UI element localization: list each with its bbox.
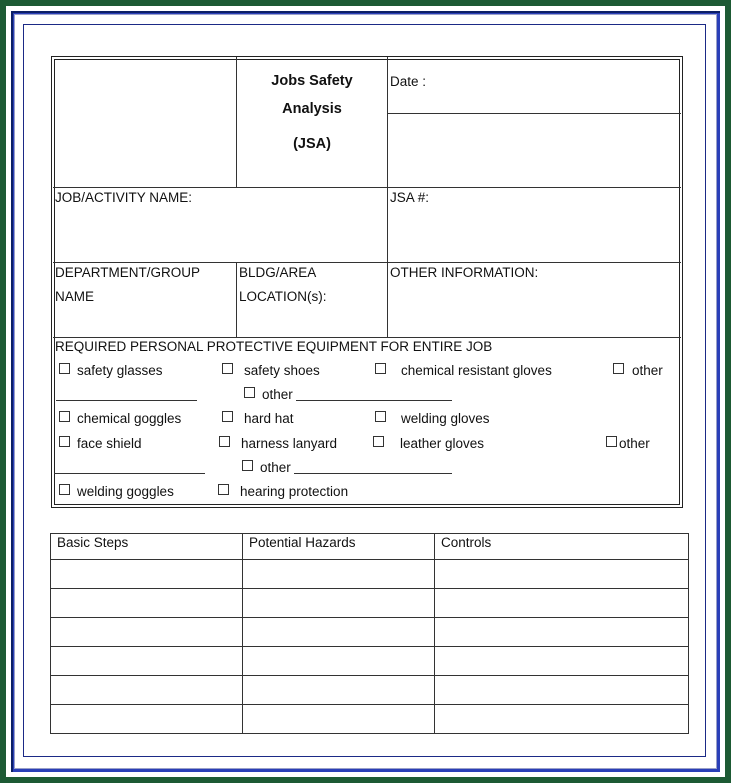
table-cell[interactable]	[243, 647, 435, 676]
form-title-line3: (JSA)	[293, 136, 331, 152]
harness-lanyard-checkbox[interactable]	[219, 436, 230, 447]
table-cell[interactable]	[435, 647, 689, 676]
table-cell[interactable]	[51, 618, 243, 647]
other-information-label: OTHER INFORMATION:	[390, 265, 539, 280]
other-label-3: other	[619, 436, 650, 451]
chemical-resistant-gloves-checkbox[interactable]	[375, 363, 386, 374]
welding-gloves-checkbox[interactable]	[375, 411, 386, 422]
bldg-label-1: BLDG/AREA	[239, 265, 317, 280]
table-row	[51, 618, 689, 647]
department-label-2: NAME	[55, 289, 95, 304]
other-underline-4[interactable]	[294, 473, 452, 474]
jsa-number-label: JSA #:	[390, 190, 430, 205]
other-checkbox-3[interactable]	[606, 436, 617, 447]
table-cell[interactable]	[51, 589, 243, 618]
bldg-label-2: LOCATION(s):	[239, 289, 327, 304]
harness-lanyard-label: harness lanyard	[241, 436, 338, 451]
table-cell[interactable]	[435, 560, 689, 589]
table-cell[interactable]	[435, 676, 689, 705]
other-checkbox-1[interactable]	[613, 363, 624, 374]
table-cell[interactable]	[243, 705, 435, 734]
steps-table	[50, 533, 689, 734]
column-header-controls: Controls	[435, 534, 689, 560]
other-underline-left-1	[56, 400, 197, 401]
table-cell[interactable]	[243, 589, 435, 618]
face-shield-label: face shield	[77, 436, 142, 451]
divider-job-bottom	[53, 262, 681, 263]
chemical-goggles-label: chemical goggles	[77, 411, 182, 426]
table-row	[51, 560, 689, 589]
welding-goggles-label: welding goggles	[77, 484, 174, 499]
other-label-2: other	[262, 387, 293, 402]
hearing-protection-label: hearing protection	[240, 484, 349, 499]
ppe-heading: REQUIRED PERSONAL PROTECTIVE EQUIPMENT FOR ENTIRE JOB	[55, 339, 493, 354]
hard-hat-checkbox[interactable]	[222, 411, 233, 422]
jsa-form	[51, 56, 683, 508]
safety-glasses-checkbox[interactable]	[59, 363, 70, 374]
safety-shoes-label: safety shoes	[244, 363, 320, 378]
column-header-potential-hazards: Potential Hazards	[243, 534, 435, 560]
table-cell[interactable]	[243, 618, 435, 647]
face-shield-checkbox[interactable]	[59, 436, 70, 447]
table-cell[interactable]	[51, 676, 243, 705]
table-cell[interactable]	[243, 676, 435, 705]
job-activity-label: JOB/ACTIVITY NAME:	[55, 190, 193, 205]
table-row	[51, 589, 689, 618]
divider-header-bottom	[53, 187, 681, 188]
leather-gloves-checkbox[interactable]	[373, 436, 384, 447]
table-cell[interactable]	[435, 589, 689, 618]
table-cell[interactable]	[435, 618, 689, 647]
table-cell[interactable]	[243, 560, 435, 589]
table-row	[51, 647, 689, 676]
welding-gloves-label: welding gloves	[401, 411, 490, 426]
divider-date	[387, 57, 388, 337]
jsa-form-inner-border	[54, 59, 680, 505]
welding-goggles-checkbox[interactable]	[59, 484, 70, 495]
table-row	[51, 705, 689, 734]
other-label-1: other	[632, 363, 663, 378]
leather-gloves-label: leather gloves	[400, 436, 485, 451]
table-cell[interactable]	[51, 705, 243, 734]
hard-hat-label: hard hat	[244, 411, 294, 426]
table-cell[interactable]	[51, 647, 243, 676]
form-title-line1: Jobs Safety	[271, 73, 353, 89]
table-cell[interactable]	[435, 705, 689, 734]
form-title-line2: Analysis	[282, 101, 342, 117]
hearing-protection-checkbox[interactable]	[218, 484, 229, 495]
divider-ppe-top	[53, 337, 681, 338]
department-label-1: DEPARTMENT/GROUP	[55, 265, 201, 280]
other-checkbox-4[interactable]	[242, 460, 253, 471]
table-cell[interactable]	[51, 560, 243, 589]
divider-date-row	[387, 113, 681, 114]
safety-glasses-label: safety glasses	[77, 363, 163, 378]
chemical-goggles-checkbox[interactable]	[59, 411, 70, 422]
table-row	[51, 676, 689, 705]
other-underline-2[interactable]	[296, 400, 452, 401]
safety-shoes-checkbox[interactable]	[222, 363, 233, 374]
steps-table-header	[51, 534, 689, 560]
other-underline-left-2[interactable]	[54, 473, 205, 474]
column-header-basic-steps: Basic Steps	[51, 534, 243, 560]
other-checkbox-2[interactable]	[244, 387, 255, 398]
date-label: Date :	[390, 74, 427, 89]
chemical-resistant-gloves-label: chemical resistant gloves	[401, 363, 552, 378]
other-label-4: other	[260, 460, 291, 475]
divider-dept	[236, 262, 237, 337]
